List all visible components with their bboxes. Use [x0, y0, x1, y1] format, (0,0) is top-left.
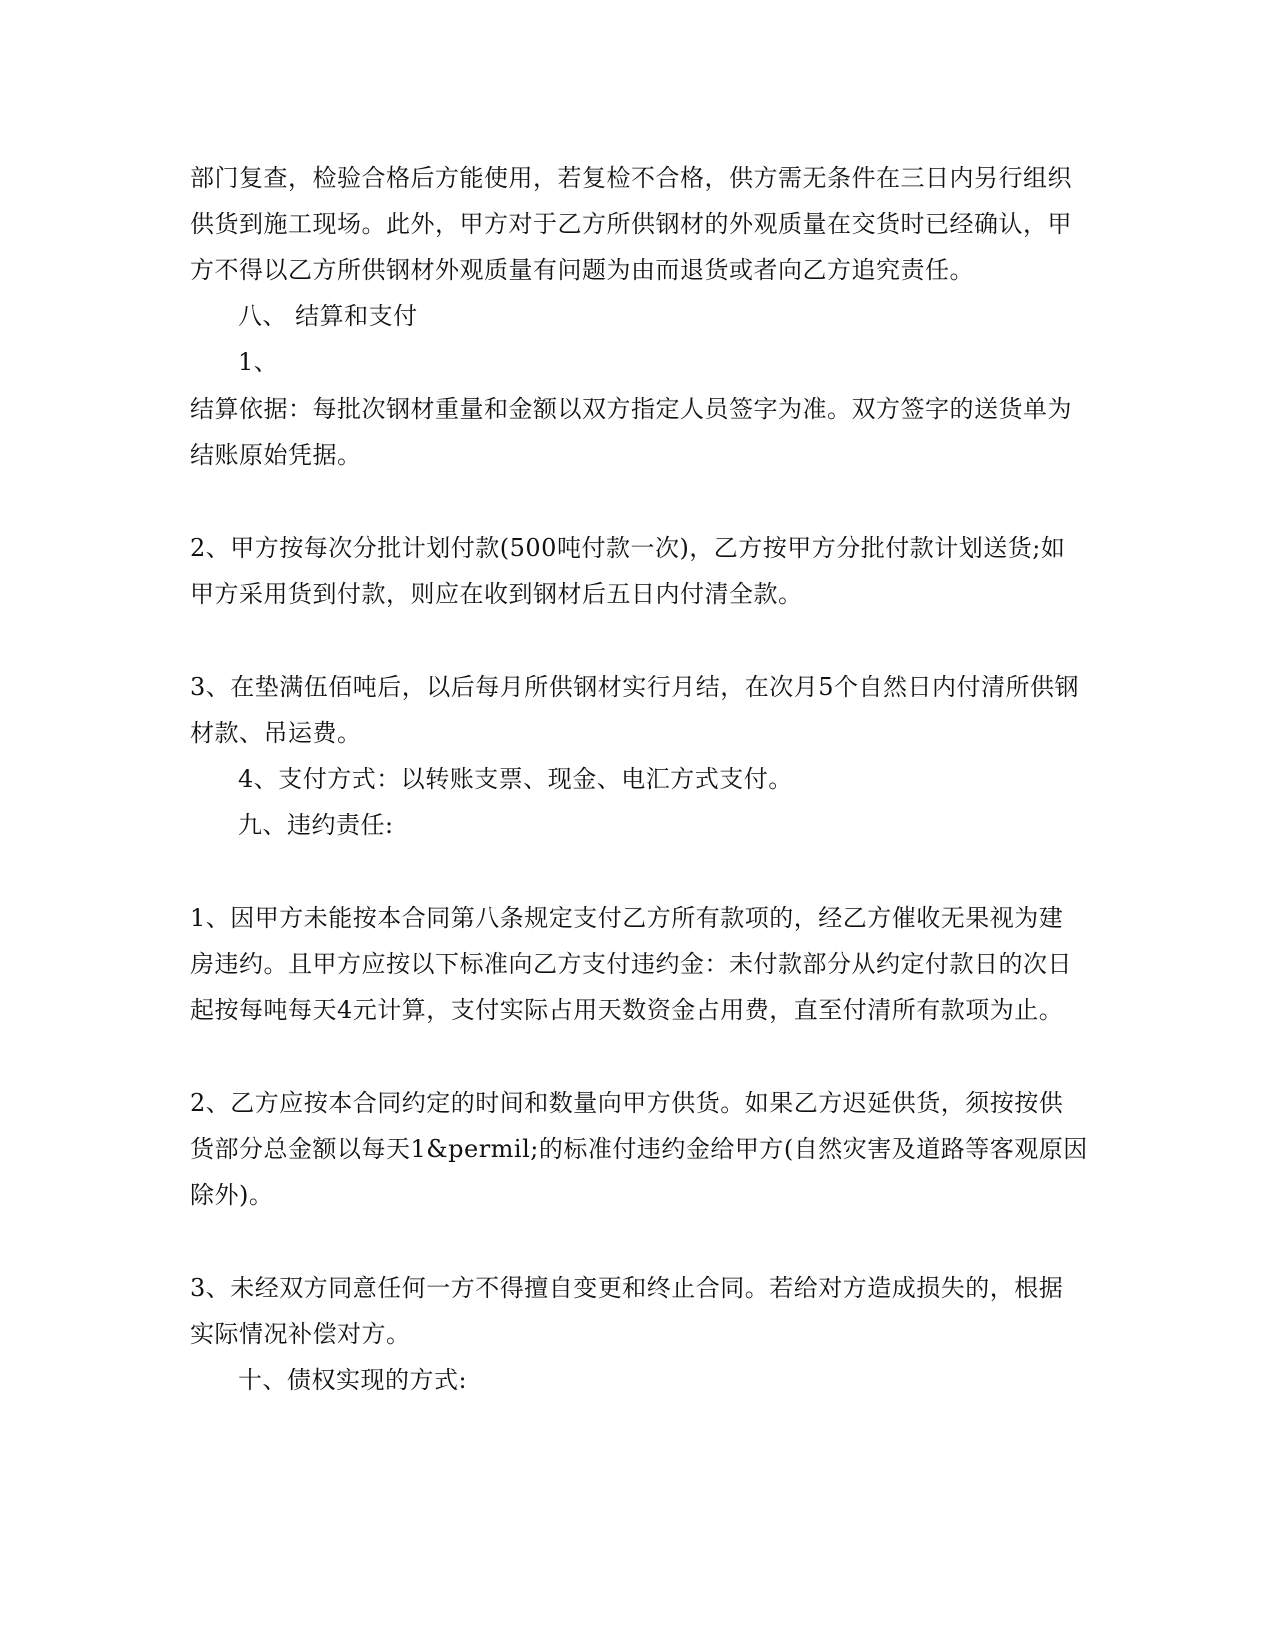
- body-line: 4、支付方式：以转账支票、现金、电汇方式支付。: [238, 765, 793, 793]
- body-line: 结账原始凭据。: [190, 441, 362, 469]
- body-line: 3、未经双方同意任何一方不得擅自变更和终止合同。若给对方造成损失的，根据: [190, 1274, 1064, 1302]
- section-heading-8: 八、 结算和支付: [238, 302, 418, 330]
- body-line: 材款、吊运费。: [190, 719, 362, 747]
- body-line: 部门复查，检验合格后方能使用，若复检不合格，供方需无条件在三日内另行组织: [190, 164, 1072, 192]
- body-line: 房违约。且甲方应按以下标准向乙方支付违约金：未付款部分从约定付款日的次日: [190, 950, 1072, 978]
- body-line: 实际情况补偿对方。: [190, 1320, 411, 1348]
- section-heading-9: 九、违约责任:: [238, 811, 394, 839]
- body-line: 货部分总金额以每天1&permil;的标准付违约金给甲方(自然灾害及道路等客观原因: [190, 1135, 1088, 1163]
- body-line: 除外)。: [190, 1181, 274, 1209]
- list-number: 1、: [238, 348, 279, 376]
- body-line: 方不得以乙方所供钢材外观质量有问题为由而退货或者向乙方追究责任。: [190, 256, 974, 284]
- body-line: 结算依据：每批次钢材重量和金额以双方指定人员签字为准。双方签字的送货单为: [190, 395, 1072, 423]
- body-line: 甲方采用货到付款，则应在收到钢材后五日内付清全款。: [190, 580, 803, 608]
- body-line: 3、在垫满伍佰吨后，以后每月所供钢材实行月结，在次月5个自然日内付清所供钢: [190, 673, 1080, 701]
- body-line: 起按每吨每天4元计算，支付实际占用天数资金占用费，直至付清所有款项为止。: [190, 996, 1064, 1024]
- body-line: 供货到施工现场。此外，甲方对于乙方所供钢材的外观质量在交货时已经确认，甲: [190, 210, 1072, 238]
- body-line: 2、乙方应按本合同约定的时间和数量向甲方供货。如果乙方迟延供货，须按按供: [190, 1089, 1064, 1117]
- section-heading-10: 十、债权实现的方式:: [238, 1366, 468, 1394]
- body-line: 1、因甲方未能按本合同第八条规定支付乙方所有款项的，经乙方催收无果视为建: [190, 904, 1064, 932]
- body-line: 2、甲方按每次分批计划付款(500吨付款一次)，乙方按甲方分批付款计划送货;如: [190, 534, 1066, 562]
